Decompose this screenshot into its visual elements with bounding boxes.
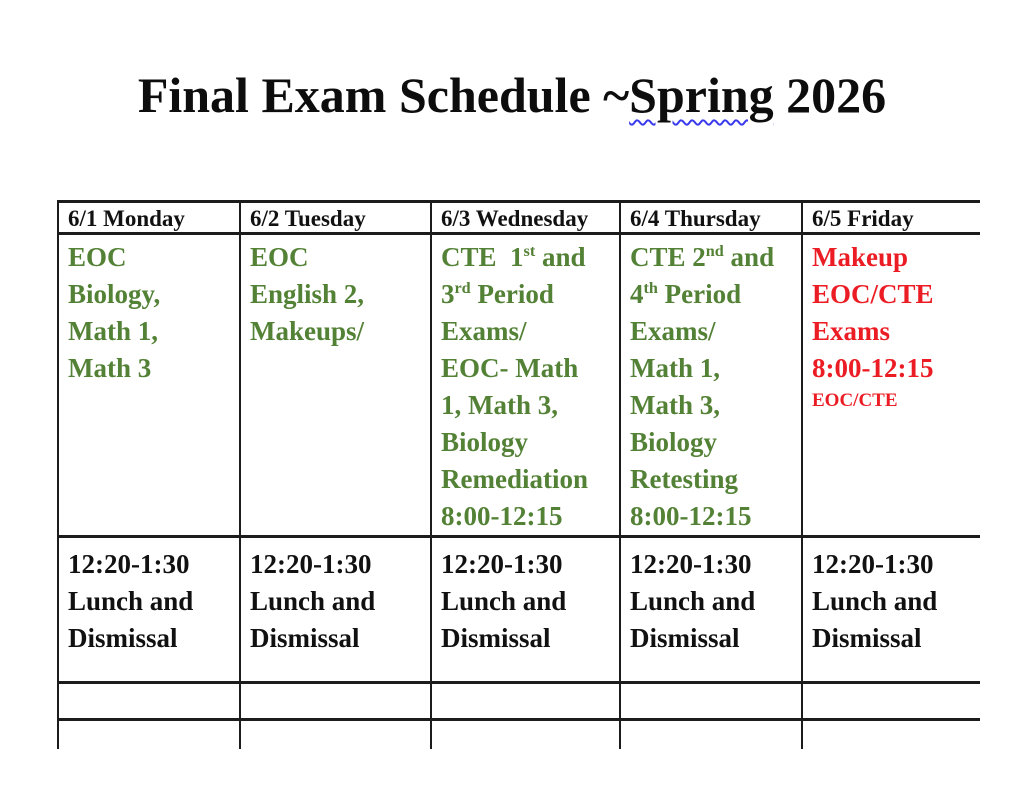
title-misspelled-word: Spring <box>629 67 774 123</box>
cell-line: Retesting <box>630 464 738 494</box>
cell-monday-exams <box>58 234 240 537</box>
cell-line: 12:20-1:30 <box>441 549 563 579</box>
cell-line: Dismissal <box>812 623 922 653</box>
cell-line: Dismissal <box>250 623 360 653</box>
header-friday: 6/5 Friday <box>802 202 980 234</box>
empty-cell <box>802 720 980 749</box>
exam-schedule-table <box>57 200 980 749</box>
cell-line: Biology, <box>68 279 161 309</box>
empty-cell <box>58 683 240 720</box>
empty-cell <box>620 683 802 720</box>
header-tuesday: 6/2 Tuesday <box>240 202 431 234</box>
lunch-row <box>58 537 980 683</box>
cell-friday-lunch <box>802 537 980 683</box>
cell-line: Dismissal <box>630 623 740 653</box>
cell-line: Lunch and <box>441 586 567 616</box>
exam-row <box>58 234 980 537</box>
header-wednesday: 6/3 Wednesday <box>431 202 620 234</box>
cell-tuesday-lunch <box>240 537 431 683</box>
cell-line: Biology <box>441 427 529 457</box>
cell-thursday-exams <box>620 234 802 537</box>
cell-wednesday-lunch <box>431 537 620 683</box>
cell-line: Exams/ <box>441 316 527 346</box>
header-monday: 6/1 Monday <box>58 202 240 234</box>
empty-cell <box>240 683 431 720</box>
cell-friday-exams <box>802 234 980 537</box>
empty-cell <box>620 720 802 749</box>
empty-row-2 <box>58 720 980 749</box>
empty-cell <box>240 720 431 749</box>
cell-line: English 2, <box>250 279 365 309</box>
empty-row-1 <box>58 683 980 720</box>
cell-line: 3rd Period <box>441 279 554 309</box>
cell-line: CTE 1st and <box>441 242 586 272</box>
cell-line: 8:00-12:15 <box>441 501 563 531</box>
cell-line: Math 1, <box>68 316 158 346</box>
cell-line: 8:00-12:15 <box>812 353 934 383</box>
cell-line: EOC- Math <box>441 353 579 383</box>
cell-line: 12:20-1:30 <box>68 549 190 579</box>
cell-line: 12:20-1:30 <box>630 549 752 579</box>
cell-line: Math 3 <box>68 353 152 383</box>
cell-line: Biology <box>630 427 718 457</box>
cell-line: CTE 2nd and <box>630 242 775 272</box>
empty-cell <box>431 720 620 749</box>
cell-wednesday-exams <box>431 234 620 537</box>
cell-line: Dismissal <box>441 623 551 653</box>
cell-line: Remediation <box>441 464 588 494</box>
title-text: Final Exam Schedule ~ <box>137 67 630 123</box>
cell-line: 12:20-1:30 <box>250 549 372 579</box>
cell-line: Lunch and <box>812 586 938 616</box>
cell-line: Makeups/ <box>250 316 365 346</box>
cell-line: Dismissal <box>68 623 178 653</box>
cell-line: 8:00-12:15 <box>630 501 752 531</box>
cell-line: Lunch and <box>68 586 194 616</box>
page-title <box>0 66 1024 124</box>
cell-line: Math 3, <box>630 390 720 420</box>
cell-line: Exams <box>812 316 891 346</box>
cell-line: EOC <box>250 242 309 272</box>
empty-cell <box>58 720 240 749</box>
empty-cell <box>431 683 620 720</box>
empty-cell <box>802 683 980 720</box>
cell-line: EOC/CTE <box>812 390 898 411</box>
cell-line: 1, Math 3, <box>441 390 558 420</box>
cell-line: Lunch and <box>250 586 376 616</box>
cell-line: Exams/ <box>630 316 716 346</box>
cell-line: Math 1, <box>630 353 720 383</box>
header-row <box>58 202 980 234</box>
cell-monday-lunch <box>58 537 240 683</box>
cell-thursday-lunch <box>620 537 802 683</box>
cell-line: 12:20-1:30 <box>812 549 934 579</box>
cell-tuesday-exams <box>240 234 431 537</box>
cell-line: EOC <box>68 242 127 272</box>
cell-line: Makeup <box>812 242 909 272</box>
title-year: 2026 <box>773 67 887 123</box>
cell-line: EOC/CTE <box>812 279 934 309</box>
cell-line: 4th Period <box>630 279 742 309</box>
cell-line: Lunch and <box>630 586 756 616</box>
header-thursday: 6/4 Thursday <box>620 202 802 234</box>
